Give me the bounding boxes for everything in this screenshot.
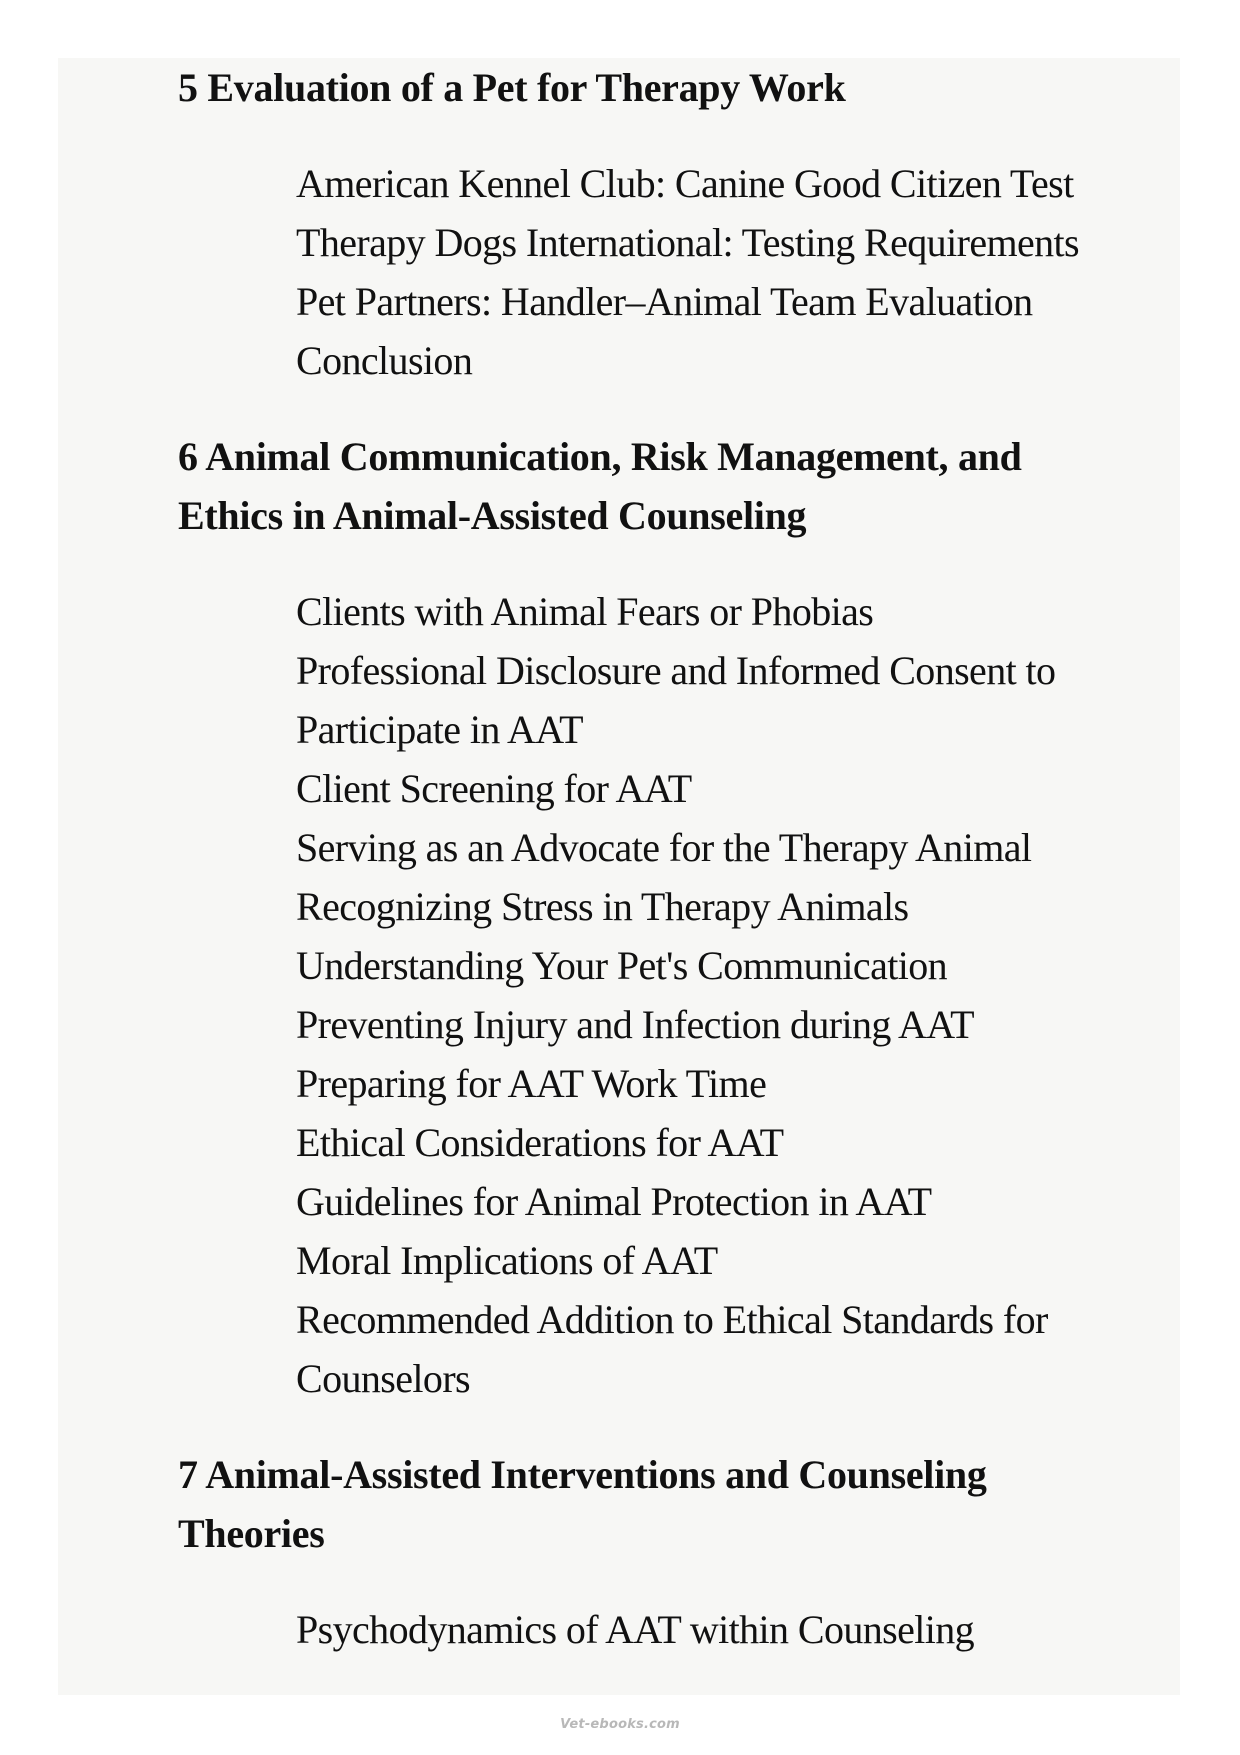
toc-entry[interactable]: Recognizing Stress in Therapy Animals <box>296 884 909 929</box>
toc-entry[interactable]: Preparing for AAT Work Time <box>296 1061 767 1106</box>
toc-entry[interactable]: Guidelines for Animal Protection in AAT <box>296 1179 932 1224</box>
toc-entry[interactable]: Therapy Dogs International: Testing Requirements <box>296 220 1080 265</box>
toc-entry[interactable]: Clients with Animal Fears or Phobias <box>296 589 874 634</box>
watermark: Vet-ebooks.com <box>560 1717 680 1732</box>
toc-entry[interactable]: Understanding Your Pet's Communication <box>296 943 948 988</box>
chapter-7 <box>178 1445 1178 1659</box>
toc-entry[interactable]: Pet Partners: Handler–Animal Team Evaluation <box>296 279 1033 324</box>
chapter-5-title[interactable] <box>178 58 1178 117</box>
chapter-5-entries <box>178 154 1178 390</box>
chapter-7-title-line-2: Theories <box>178 1511 325 1556</box>
toc-entry[interactable]: Serving as an Advocate for the Therapy Animal <box>296 825 1032 870</box>
chapter-6 <box>178 427 1178 1408</box>
chapter-6-title[interactable] <box>178 427 1178 545</box>
toc-entry-continuation[interactable]: Counselors <box>296 1356 471 1401</box>
toc-entry[interactable]: Moral Implications of AAT <box>296 1238 718 1283</box>
toc-entry[interactable]: Recommended Addition to Ethical Standards for <box>296 1297 1048 1342</box>
chapter-6-title-line-2: Ethics in Animal-Assisted Counseling <box>178 493 807 538</box>
toc-entry[interactable]: Professional Disclosure and Informed Consent to <box>296 648 1056 693</box>
toc-entry[interactable]: Conclusion <box>296 338 473 383</box>
toc-entry[interactable]: Psychodynamics of AAT within Counseling <box>296 1607 975 1652</box>
chapter-7-title-line-1: 7 Animal-Assisted Interventions and Counseling <box>178 1452 987 1497</box>
toc-entry[interactable]: Client Screening for AAT <box>296 766 692 811</box>
chapter-6-title-line-1: 6 Animal Communication, Risk Management, and <box>178 434 1022 479</box>
chapter-7-entries <box>178 1600 1178 1659</box>
chapter-6-entries <box>178 582 1178 1408</box>
toc-entry[interactable]: Ethical Considerations for AAT <box>296 1120 784 1165</box>
chapter-7-title[interactable] <box>178 1445 1178 1563</box>
toc-entry[interactable]: American Kennel Club: Canine Good Citizen Test <box>296 161 1074 206</box>
table-of-contents <box>178 58 1178 1659</box>
chapter-5 <box>178 58 1178 390</box>
chapter-5-title-text: 5 Evaluation of a Pet for Therapy Work <box>178 65 846 110</box>
toc-entry-continuation[interactable]: Participate in AAT <box>296 707 583 752</box>
toc-entry[interactable]: Preventing Injury and Infection during AAT <box>296 1002 974 1047</box>
